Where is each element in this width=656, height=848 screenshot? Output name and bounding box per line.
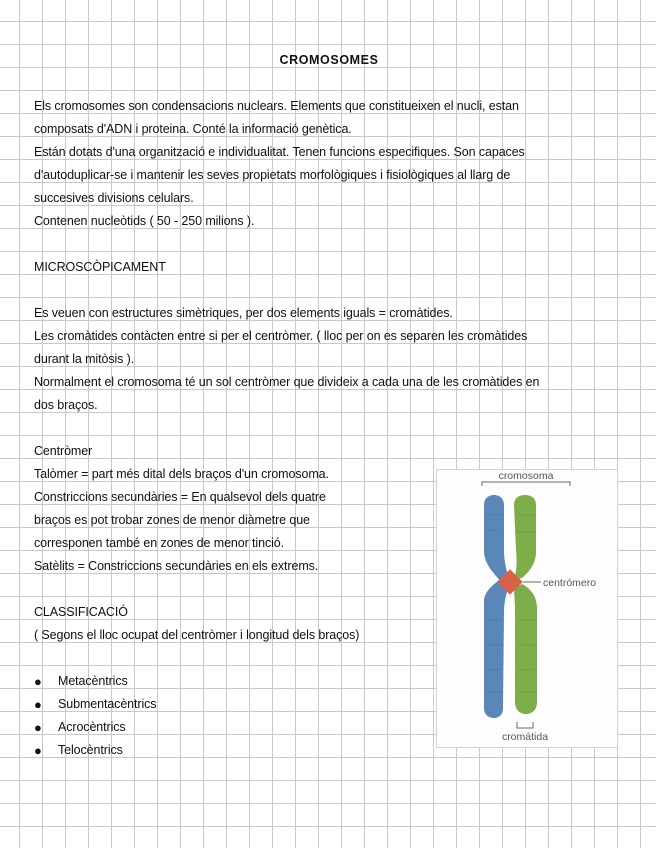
intro-line: Contenen nucleòtids ( 50 - 250 milions ).: [34, 214, 255, 228]
intro-line: Els cromosomes son condensacions nuclears. Elements que constitueixen el nucli, estan: [34, 99, 519, 113]
microscopic-section: [34, 302, 624, 417]
centromer-line: Constriccions secundàries = En qualsevol dels quatre: [34, 490, 326, 504]
microscopic-line: Les cromàtides contàcten entre si per el centròmer. ( lloc per on es separen les cromàtides: [34, 329, 528, 343]
green-chromatid-lower: [514, 584, 537, 714]
list-item-label: Submentacèntrics: [58, 697, 157, 711]
label-centromero: centrómero: [543, 577, 597, 589]
bullet-icon: ●: [34, 743, 42, 758]
bullet-icon: ●: [34, 674, 42, 689]
centromer-line: Talòmer = part més dital dels braços d'un cromosoma.: [34, 467, 329, 481]
intro-section: [34, 95, 624, 233]
bullet-icon: ●: [34, 697, 42, 712]
chromosome-figure: [436, 469, 618, 748]
label-cromatida: cromátida: [501, 731, 549, 743]
microscopic-line: durant la mitòsis ).: [34, 352, 135, 366]
microscopic-line: Normalment el cromosoma té un sol centròmer que divideix a cada una de les cromàtides en: [34, 375, 540, 389]
intro-line: composats d'ADN i proteina. Conté la informació genètica.: [34, 122, 352, 136]
blue-chromatid-lower: [484, 578, 509, 718]
intro-line: succesives divisions celulars.: [34, 191, 194, 205]
microscopic-line: Es veuen con estructures simètriques, per dos elements iguals = cromàtides.: [34, 306, 453, 320]
green-chromatid-upper: [514, 495, 536, 580]
list-item-label: Acrocèntrics: [58, 720, 126, 734]
label-cromosoma: cromosoma: [498, 470, 554, 482]
classification-subtitle: ( Segons el lloc ocupat del centròmer i longitud dels braços): [34, 628, 360, 642]
centromer-line: corresponen també en zones de menor tinció.: [34, 536, 285, 550]
intro-line: Están dotats d'una organització e individualitat. Tenen funcions especifiques. Son capaces: [34, 145, 525, 159]
classification-heading: CLASSIFICACIÓ: [34, 605, 128, 619]
intro-line: d'autoduplicar-se i mantenir les seves propietats morfològiques i fisiològiques al llarg de: [34, 168, 511, 182]
list-item-label: Telocèntrics: [58, 743, 123, 757]
chromosome-illustration: [437, 470, 617, 747]
list-item-label: Metacèntrics: [58, 674, 128, 688]
bullet-icon: ●: [34, 720, 42, 735]
blue-chromatid-upper: [484, 495, 509, 582]
page-title: CROMOSOMES: [279, 53, 379, 67]
centromer-line: Satèlits = Constriccions secundàries en els extrems.: [34, 559, 319, 573]
bottom-bracket: [517, 722, 533, 728]
top-bracket: [482, 482, 570, 486]
microscopic-line: dos braços.: [34, 398, 98, 412]
centromer-line: braços es pot trobar zones de menor diàmetre que: [34, 513, 310, 527]
microscopic-heading: MICROSCÒPICAMENT: [34, 260, 166, 274]
centromer-heading: Centròmer: [34, 444, 93, 458]
